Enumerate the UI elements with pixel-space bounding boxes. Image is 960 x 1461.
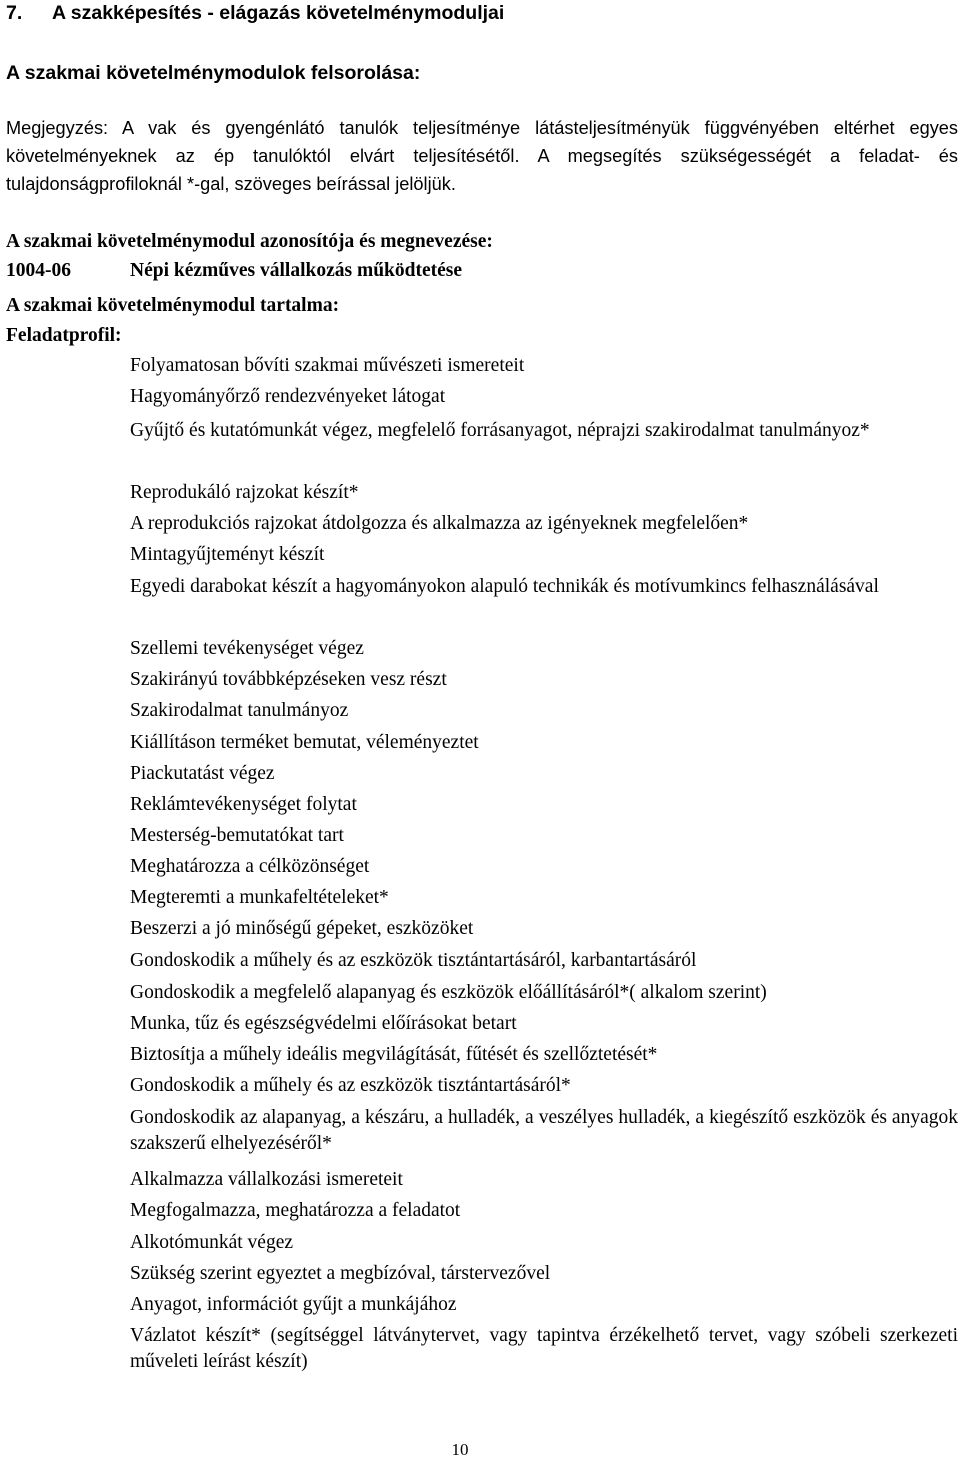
- module-name: Népi kézműves vállalkozás működtetése: [130, 260, 463, 281]
- task-item: Anyagot, információt gyűjt a munkájához: [130, 1294, 457, 1315]
- task-item: Gondoskodik a megfelelő alapanyag és eszközök előállításáról*( alkalom szerint): [130, 982, 767, 1003]
- page-number: 10: [451, 1440, 469, 1459]
- task-item: Szakirányú továbbképzéseken vesz részt: [130, 669, 447, 690]
- module-content-label: A szakmai követelménymodul tartalma:: [6, 295, 340, 316]
- task-item: Megteremti a munkafeltételeket*: [130, 887, 389, 908]
- task-item: Alkotómunkát végez: [130, 1232, 293, 1253]
- task-item: Vázlatot készít* (segítséggel látványtervet, vagy tapintva érzékelhető tervet, vagy szóbeli szerkezeti műveleti leírást készít): [130, 1325, 958, 1372]
- task-item: Meghatározza a célközönséget: [130, 856, 370, 877]
- subheading: A szakmai követelménymodulok felsorolása:: [6, 62, 421, 84]
- module-code-row: [6, 257, 462, 285]
- task-item: Egyedi darabokat készít a hagyományokon alapuló technikák és motívumkincs felhasználásával: [130, 576, 879, 597]
- task-item: Munka, tűz és egészségvédelmi előírásokat betart: [130, 1013, 517, 1034]
- task-profile-label: Feladatprofil:: [6, 325, 122, 346]
- module-code: 1004-06: [6, 260, 71, 281]
- task-item: Szükség szerint egyeztet a megbízóval, társtervezővel: [130, 1263, 551, 1284]
- section-heading: [6, 0, 504, 26]
- task-item: Beszerzi a jó minőségű gépeket, eszközöket: [130, 918, 474, 939]
- task-item: Mesterség-bemutatókat tart: [130, 825, 344, 846]
- section-title: A szakképesítés - elágazás követelménymoduljai: [52, 2, 505, 24]
- section-number: 7.: [6, 2, 23, 24]
- task-item: Szellemi tevékenységet végez: [130, 638, 364, 659]
- task-item: Folyamatosan bővíti szakmai művészeti ismereteit: [130, 355, 525, 376]
- task-item: Kiállításon terméket bemutat, véleményeztet: [130, 732, 479, 753]
- task-item: Szakirodalmat tanulmányoz: [130, 700, 349, 721]
- task-item: Gondoskodik a műhely és az eszközök tisztántartásáról, karbantartásáról: [130, 950, 697, 971]
- task-item: Hagyományőrző rendezvényeket látogat: [130, 386, 446, 407]
- task-item: Piackutatást végez: [130, 763, 275, 784]
- note-paragraph: Megjegyzés: A vak és gyengénlátó tanulók teljesítménye látásteljesítményük függvényében eltérhet egyes követelményeknek az ép tanulóktól elvárt teljesítésétől. A megsegítés szükségességét a feladat- és tulajdonságprofiloknál *-gal, szöveges beírással jelöljük.: [6, 118, 958, 194]
- task-item: Gondoskodik a műhely és az eszközök tisztántartásáról*: [130, 1075, 571, 1096]
- task-item: Mintagyűjteményt készít: [130, 544, 325, 565]
- task-item: Reklámtevékenységet folytat: [130, 794, 357, 815]
- task-item: Biztosítja a műhely ideális megvilágítását, fűtését és szellőztetését*: [130, 1044, 658, 1065]
- task-item: A reprodukciós rajzokat átdolgozza és alkalmazza az igényeknek megfelelően*: [130, 513, 749, 534]
- task-item: Gyűjtő és kutatómunkát végez, megfelelő forrásanyagot, néprajzi szakirodalmat tanulmányoz*: [130, 420, 870, 441]
- task-item: Alkalmazza vállalkozási ismereteit: [130, 1169, 403, 1190]
- task-item: Reprodukáló rajzokat készít*: [130, 482, 359, 503]
- module-identifier-label: A szakmai követelménymodul azonosítója és megnevezése:: [6, 231, 493, 252]
- task-item: Gondoskodik az alapanyag, a készáru, a hulladék, a veszélyes hulladék, a kiegészítő eszközök és anyagok szakszerű elhelyezéséről*: [130, 1107, 958, 1154]
- task-item: Megfogalmazza, meghatározza a feladatot: [130, 1200, 461, 1221]
